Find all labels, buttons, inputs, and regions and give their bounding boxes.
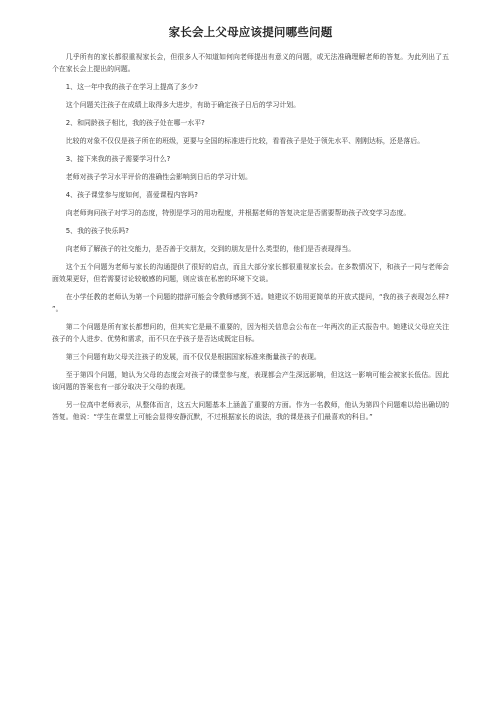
- answer-5: 向老师了解孩子的社交能力，是否善于交朋友，交到的朋友是什么类型的，他们是否表现得当。: [65, 245, 356, 253]
- answer-1: 这个问题关注孩子在成绩上取得多大进步，有助于确定孩子日后的学习计划。: [65, 101, 301, 109]
- question-5: 5、我的孩子快乐吗?: [65, 227, 129, 235]
- paragraph-teacher-view-4: 至于第四个问题，她认为父母的态度会对孩子的课堂参与度，表现都会产生深远影响，但这这一影响可能会被家长低估。因此该问题的答案也有一部分取决于父母的表现。: [52, 371, 449, 391]
- question-1: 1、这一年中我的孩子在学习上提高了多少?: [65, 83, 198, 91]
- article-body: [52, 51, 449, 423]
- paragraph-teacher-view-3: 第三个问题有助父母关注孩子的发展，而不仅仅是根据国家标准来衡量孩子的表现。: [65, 353, 321, 361]
- paragraph-summary: 这个五个问题为老师与家长的沟通提供了很好的启点，而且大部分家长都很重视家长会。在多数情况下，和孩子一同与老师会面效果更好，但若需要讨论较敏感的问题，则应该在私密的环境下交谈。: [52, 263, 449, 283]
- paragraph-teacher-view-1: 在小学任教的老师认为第一个问题的措辞可能会令教师感到不适。她建议不妨用更简单的开放式提问，“我的孩子表现怎么样? ”。: [52, 293, 449, 313]
- paragraph-high-school-teacher: 另一位高中老师表示，从整体而言，这五大问题基本上涵盖了重要的方面。作为一名教师，他认为第四个问题难以给出确切的答复。他说：“学生在课堂上可能会显得安静沉默，不过根据家长的说法，我的课是孩子们最喜欢的科目。”: [52, 401, 449, 421]
- answer-4: 向老师询问孩子对学习的态度，特别是学习的用功程度，并根据老师的答复决定是否需要帮助孩子改变学习态度。: [65, 209, 411, 217]
- paragraph-intro: 几乎所有的家长都很重视家长会，但很多人不知道如何向老师提出有意义的问题，或无法准确理解老师的答复。为此列出了五个在家长会上提出的问题。: [52, 53, 449, 73]
- answer-3: 老师对孩子学习水平评价的准确性会影响到日后的学习计划。: [65, 173, 252, 181]
- answer-2: 比较的对象不仅仅是孩子所在的班级，更要与全国的标准进行比较，看看孩子是处于领先水平、刚刚达标，还是落后。: [65, 137, 425, 145]
- question-4: 4、孩子课堂参与度如何，喜爱课程内容吗?: [65, 191, 198, 199]
- question-2: 2、和同龄孩子相比，我的孩子处在哪一水平?: [65, 119, 205, 127]
- question-3: 3、接下来我的孩子需要学习什么?: [65, 155, 171, 163]
- paragraph-teacher-view-2: 第二个问题是所有家长都想问的，但其实它是最不重要的，因为相关信息会公布在一年两次的正式报告中。她建议父母应关注孩子的个人进步、优势和需求，而不只在乎孩子是否达成既定目标。: [52, 323, 449, 343]
- page-title: 家长会上父母应该提问哪些问题: [168, 25, 333, 39]
